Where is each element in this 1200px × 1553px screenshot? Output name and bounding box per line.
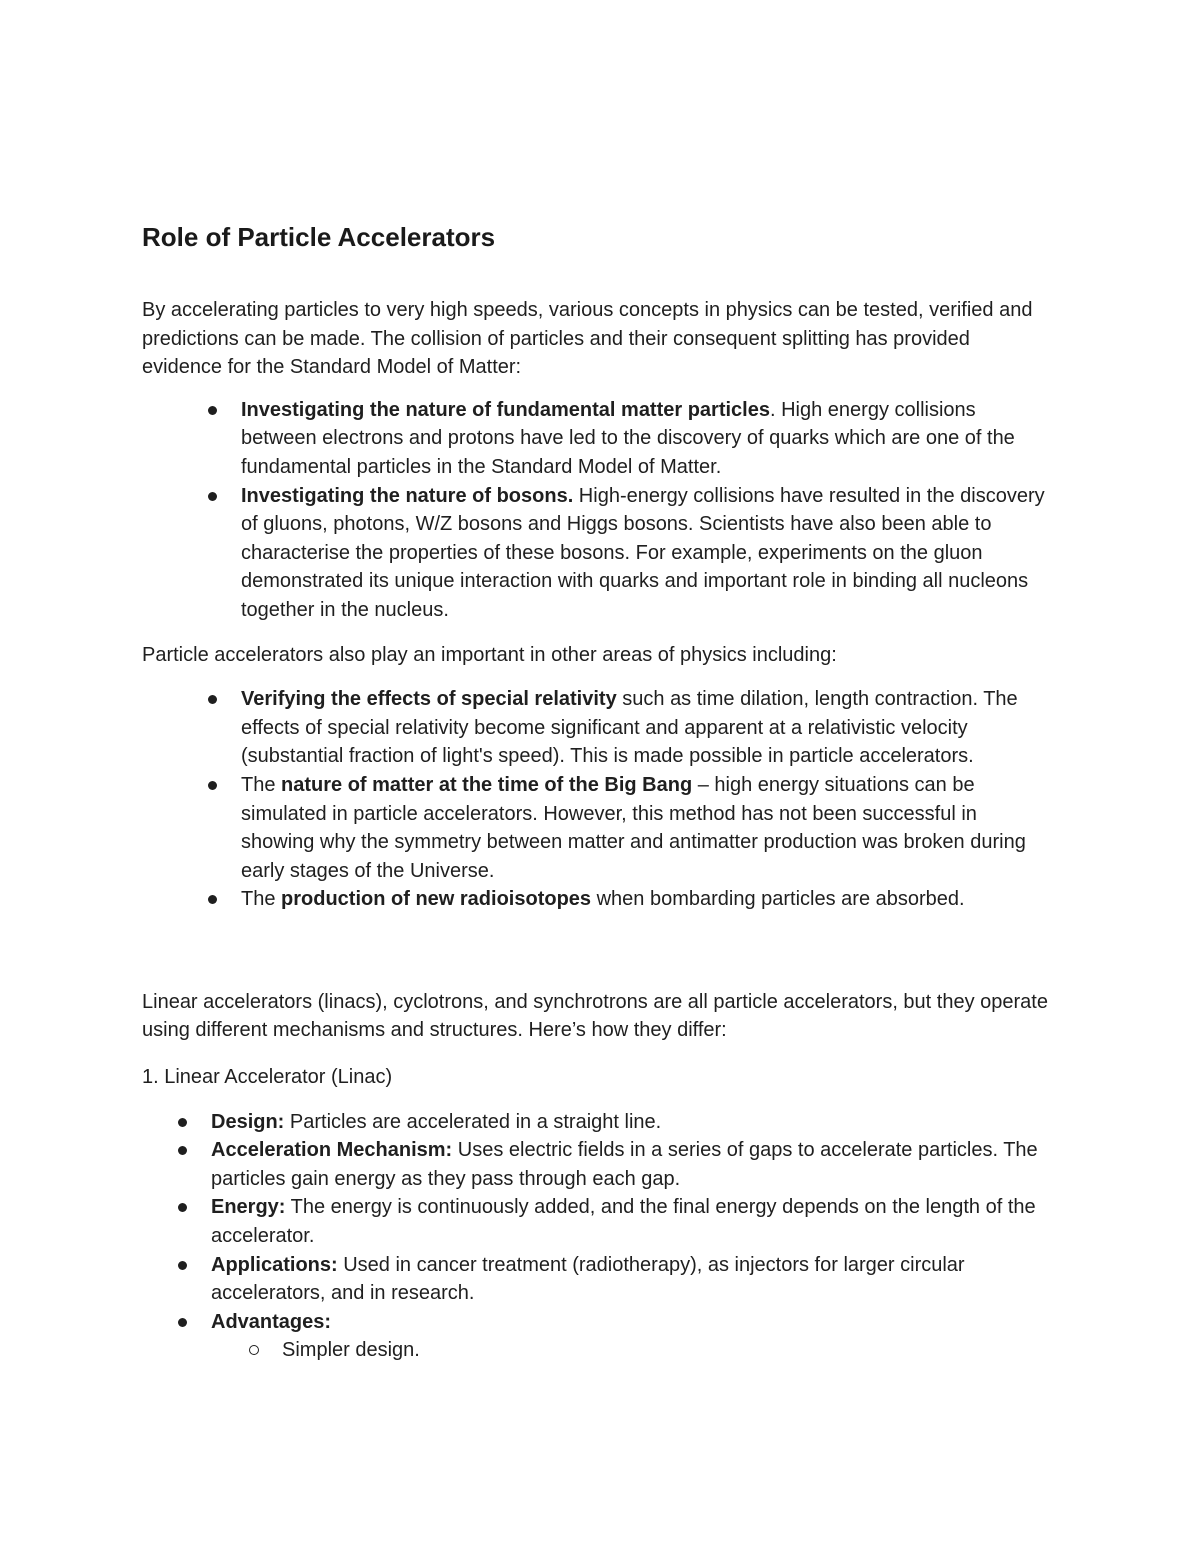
list-item: Energy: The energy is continuously added, and the final energy depends on the length of the accelerator. (142, 1193, 1052, 1250)
bullet-icon (208, 781, 217, 790)
list-item: Investigating the nature of bosons. High-energy collisions have resulted in the discovery of gluons, photons, W/Z bosons and Higgs bosons. Scientists have also been able to characterise the properties of these bosons. For example, experiments on the gluon demonstrated its unique interaction with quarks and important role in binding all nucleons together in the nucleus. (142, 482, 1052, 625)
bullet-icon (178, 1203, 187, 1212)
section-heading-linac: 1. Linear Accelerator (Linac) (142, 1066, 393, 1089)
bullet-icon (178, 1146, 187, 1155)
hollow-bullet-icon (249, 1345, 259, 1355)
bullet-icon (178, 1261, 187, 1270)
list-item: Applications: Used in cancer treatment (radiotherapy), as injectors for larger circular accelerators, and in research. (142, 1251, 1052, 1308)
list-item: Advantages: (142, 1308, 1052, 1337)
document-body (142, 220, 1052, 1365)
bullet-icon (178, 1318, 187, 1327)
list-item: The production of new radioisotopes when bombarding particles are absorbed. (142, 885, 1052, 914)
linac-list (142, 1108, 1052, 1337)
list-item: Simpler design. (142, 1336, 1052, 1365)
page-title: Role of Particle Accelerators (142, 222, 496, 252)
intro-paragraph: By accelerating particles to very high speeds, various concepts in physics can be tested, verified and predictions can be made. The collision of particles and their consequent splitting has provided evidence for the Standard Model of Matter: (142, 299, 1033, 379)
list-item: Acceleration Mechanism: Uses electric fields in a series of gaps to accelerate particles. The particles gain energy as they pass through each gap. (142, 1136, 1052, 1193)
list-item: The nature of matter at the time of the Big Bang – high energy situations can be simulated in particle accelerators. However, this method has not been successful in showing why the symmetry between matter and antimatter production was broken during early stages of the Universe. (142, 771, 1052, 885)
list-item: Verifying the effects of special relativity such as time dilation, length contraction. The effects of special relativity become significant and apparent at a relativistic velocity (substantial fraction of light's speed). This is made possible in particle accelerators. (142, 685, 1052, 771)
other-areas-list (142, 685, 1052, 914)
bullet-icon (208, 695, 217, 704)
list-item: Investigating the nature of fundamental matter particles. High energy collisions between electrons and protons have led to the discovery of quarks which are one of the fundamental particles in the Standard Model of Matter. (142, 396, 1052, 482)
standard-model-list (142, 396, 1052, 625)
bullet-icon (208, 895, 217, 904)
other-areas-paragraph: Particle accelerators also play an important in other areas of physics including: (142, 643, 837, 666)
bullet-icon (208, 406, 217, 415)
advantages-list (142, 1336, 1052, 1365)
bullet-icon (208, 492, 217, 501)
bullet-icon (178, 1118, 187, 1127)
comparison-paragraph: Linear accelerators (linacs), cyclotrons, and synchrotrons are all particle accelerators, but they operate using different mechanisms and structures. Here’s how they differ: (142, 990, 1048, 1042)
list-item: Design: Particles are accelerated in a straight line. (142, 1108, 1052, 1137)
